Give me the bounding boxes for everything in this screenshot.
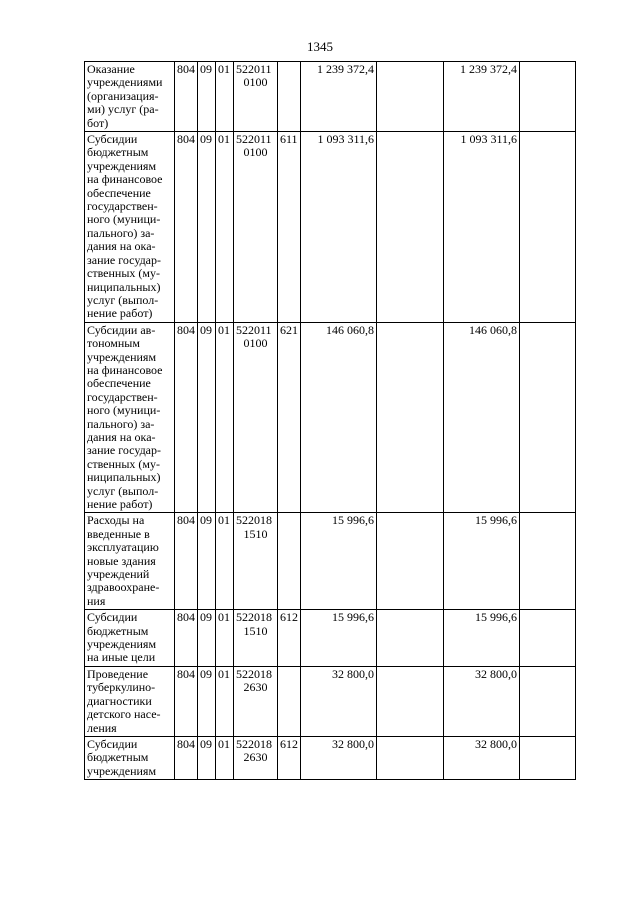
subsection-code-cell: 01: [216, 736, 234, 779]
target-article-line: 0100: [243, 75, 268, 90]
target-article-cell: [234, 666, 278, 736]
target-article-line: 522018: [236, 736, 272, 751]
amount-cell: 1 239 372,4: [301, 62, 377, 132]
table-row: [85, 62, 576, 132]
note-cell: [520, 513, 576, 610]
amount-cell: 1 093 311,6: [301, 132, 377, 323]
target-article-cell: [234, 132, 278, 323]
item-name-line: бюджетным: [87, 623, 149, 638]
admin-code-cell: 804: [175, 513, 198, 610]
item-name-line: Субсидии ав-: [87, 322, 156, 337]
expense-type-cell: 611: [278, 132, 301, 323]
target-article-line: 522011: [236, 132, 272, 147]
item-name-line: ления: [87, 720, 117, 735]
section-code-cell: 09: [198, 666, 216, 736]
item-name-line: нение работ): [87, 306, 153, 321]
amount-cell: 15 996,6: [301, 513, 377, 610]
item-name-line: Оказание: [87, 62, 135, 76]
table-row: [85, 132, 576, 323]
item-name-line: учреждениям: [87, 763, 157, 778]
amount-total-cell: 1 239 372,4: [444, 62, 520, 132]
item-name-line: дания на ока-: [87, 239, 156, 254]
item-name-line: зание государ-: [87, 443, 161, 458]
item-name-line: обеспечение: [87, 376, 151, 391]
target-article-line: 1510: [243, 623, 268, 638]
item-name-line: (организация-: [87, 88, 159, 103]
target-article-cell: [234, 322, 278, 513]
target-article-line: 2630: [243, 680, 268, 695]
item-name-line: пального) за-: [87, 416, 155, 431]
item-name-line: учреждениями: [87, 75, 163, 90]
item-name-cell: [85, 610, 175, 667]
amount-cell: 32 800,0: [301, 736, 377, 779]
subsection-code-cell: 01: [216, 610, 234, 667]
amount-extra-cell: [377, 666, 444, 736]
amount-total-cell: 15 996,6: [444, 513, 520, 610]
section-code-cell: 09: [198, 513, 216, 610]
section-code-cell: 09: [198, 736, 216, 779]
table-row: [85, 610, 576, 667]
section-code-cell: 09: [198, 132, 216, 323]
amount-cell: 15 996,6: [301, 610, 377, 667]
item-name-cell: [85, 322, 175, 513]
item-name-line: Субсидии: [87, 736, 138, 751]
expense-type-cell: 612: [278, 736, 301, 779]
item-name-line: учреждений: [87, 567, 150, 582]
target-article-line: 522018: [236, 513, 272, 528]
target-article-cell: [234, 513, 278, 610]
item-name-cell: [85, 62, 175, 132]
item-name-cell: [85, 736, 175, 779]
item-name-cell: [85, 513, 175, 610]
item-name-line: эксплуатацию: [87, 540, 159, 555]
item-name-line: услуг (выпол-: [87, 292, 159, 307]
item-name-line: обеспечение: [87, 185, 151, 200]
item-name-line: нение работ): [87, 497, 153, 511]
item-name-line: ниципальных): [87, 279, 161, 294]
target-article-line: 1510: [243, 526, 268, 541]
item-name-line: ственных (му-: [87, 456, 160, 471]
subsection-code-cell: 01: [216, 666, 234, 736]
amount-total-cell: 32 800,0: [444, 736, 520, 779]
item-name-line: детского насе-: [87, 707, 161, 722]
item-name-line: пального) за-: [87, 225, 155, 240]
target-article-line: 522018: [236, 610, 272, 625]
admin-code-cell: 804: [175, 666, 198, 736]
table-row: [85, 736, 576, 779]
expense-type-cell: [278, 513, 301, 610]
item-name-line: дания на ока-: [87, 429, 156, 444]
admin-code-cell: 804: [175, 322, 198, 513]
amount-extra-cell: [377, 513, 444, 610]
expense-type-cell: [278, 62, 301, 132]
section-code-cell: 09: [198, 322, 216, 513]
section-code-cell: 09: [198, 62, 216, 132]
item-name-line: государствен-: [87, 199, 158, 214]
item-name-line: новые здания: [87, 553, 156, 568]
item-name-line: государствен-: [87, 389, 158, 404]
table-row: [85, 666, 576, 736]
note-cell: [520, 736, 576, 779]
item-name-line: бюджетным: [87, 145, 149, 160]
item-name-line: учреждениям: [87, 349, 157, 364]
item-name-line: бюджетным: [87, 750, 149, 765]
subsection-code-cell: 01: [216, 132, 234, 323]
table-row: [85, 322, 576, 513]
target-article-cell: [234, 610, 278, 667]
target-article-line: 522018: [236, 666, 272, 681]
subsection-code-cell: 01: [216, 513, 234, 610]
amount-extra-cell: [377, 610, 444, 667]
target-article-line: 2630: [243, 750, 268, 765]
subsection-code-cell: 01: [216, 62, 234, 132]
item-name-line: Расходы на: [87, 513, 145, 528]
page-number: 1345: [307, 39, 333, 54]
target-article-cell: [234, 736, 278, 779]
item-name-line: введенные в: [87, 526, 150, 541]
item-name-line: диагностики: [87, 693, 152, 708]
expense-type-cell: [278, 666, 301, 736]
item-name-line: учреждениям: [87, 158, 157, 173]
amount-extra-cell: [377, 132, 444, 323]
item-name-line: ми) услуг (ра-: [87, 102, 159, 117]
item-name-line: ного (муници-: [87, 403, 161, 418]
item-name-line: тономным: [87, 336, 140, 351]
budget-table-body: [85, 62, 576, 780]
note-cell: [520, 666, 576, 736]
amount-total-cell: 1 093 311,6: [444, 132, 520, 323]
target-article-line: 522011: [236, 62, 272, 76]
expense-type-cell: 612: [278, 610, 301, 667]
item-name-line: бот): [87, 115, 109, 130]
amount-extra-cell: [377, 62, 444, 132]
item-name-cell: [85, 666, 175, 736]
item-name-line: зание государ-: [87, 252, 161, 267]
note-cell: [520, 322, 576, 513]
amount-extra-cell: [377, 736, 444, 779]
amount-cell: 146 060,8: [301, 322, 377, 513]
note-cell: [520, 610, 576, 667]
target-article-line: 0100: [243, 336, 268, 351]
target-article-cell: [234, 62, 278, 132]
admin-code-cell: 804: [175, 736, 198, 779]
item-name-cell: [85, 132, 175, 323]
note-cell: [520, 132, 576, 323]
item-name-line: ного (муници-: [87, 212, 161, 227]
admin-code-cell: 804: [175, 132, 198, 323]
item-name-line: на иные цели: [87, 650, 156, 665]
item-name-line: Субсидии: [87, 610, 138, 625]
subsection-code-cell: 01: [216, 322, 234, 513]
item-name-line: ственных (му-: [87, 266, 160, 281]
item-name-line: туберкулино-: [87, 680, 156, 695]
table-row: [85, 513, 576, 610]
item-name-line: услуг (выпол-: [87, 483, 159, 498]
amount-total-cell: 146 060,8: [444, 322, 520, 513]
item-name-line: ния: [87, 593, 106, 608]
item-name-line: на финансовое: [87, 172, 163, 187]
item-name-line: учреждениям: [87, 637, 157, 652]
target-article-line: 0100: [243, 145, 268, 160]
amount-total-cell: 32 800,0: [444, 666, 520, 736]
amount-extra-cell: [377, 322, 444, 513]
target-article-line: 522011: [236, 322, 272, 337]
item-name-line: ниципальных): [87, 470, 161, 485]
item-name-line: Субсидии: [87, 132, 138, 147]
amount-cell: 32 800,0: [301, 666, 377, 736]
note-cell: [520, 62, 576, 132]
admin-code-cell: 804: [175, 62, 198, 132]
item-name-line: на финансовое: [87, 362, 163, 377]
budget-table: [84, 61, 576, 780]
section-code-cell: 09: [198, 610, 216, 667]
amount-total-cell: 15 996,6: [444, 610, 520, 667]
item-name-line: Проведение: [87, 666, 149, 681]
item-name-line: здравоохране-: [87, 580, 160, 595]
expense-type-cell: 621: [278, 322, 301, 513]
admin-code-cell: 804: [175, 610, 198, 667]
